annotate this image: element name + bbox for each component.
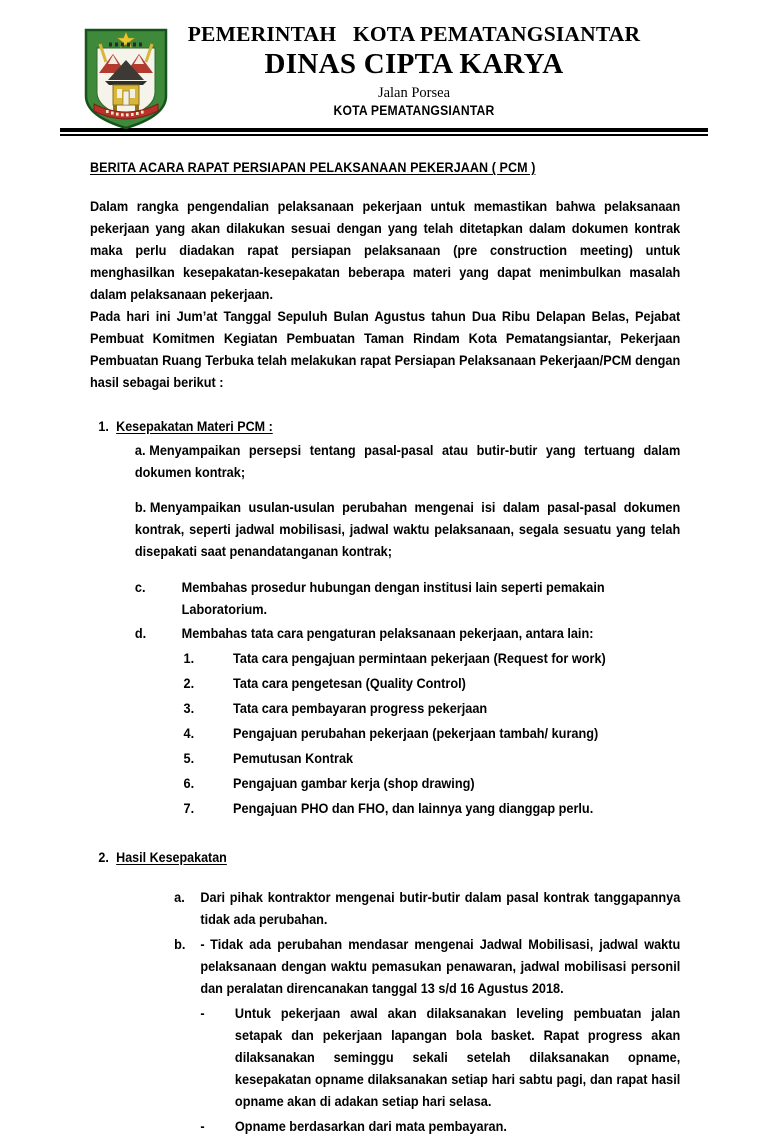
dash-item-2-tag: -	[200, 1118, 205, 1134]
sub-item-6-tag: 6.	[183, 776, 195, 792]
sub-item-3-tag: 3.	[183, 701, 195, 717]
section-1-item-a	[135, 440, 680, 484]
item-d-tag: d.	[134, 625, 147, 641]
department-title: DINAS CIPTA KARYA	[264, 48, 564, 81]
sub-item-1	[184, 648, 681, 670]
item-d-text: Membahas tata cara pengaturan pelaksanaan pekerjaan, antara lain:	[181, 625, 594, 641]
government-title: PEMERINTAH KOTA PEMATANGSIANTAR	[187, 22, 641, 46]
section-2-dash-item-1	[200, 1003, 680, 1113]
item-c-text: Membahas prosedur hubungan dengan institusi lain seperti pemakain Laboratorium.	[181, 579, 605, 617]
para2-segment-1: Pada hari ini	[90, 308, 177, 324]
sub-item-3-text: Tata cara pembayaran progress pekerjaan	[233, 701, 488, 717]
item-a-tag: a.	[134, 442, 146, 458]
sub-item-2-tag: 2.	[183, 676, 195, 692]
para2-segment-3: , Pejabat Pembuat Komitmen Kegiatan	[90, 308, 681, 346]
item-b-tag: b.	[134, 500, 147, 516]
paragraph-intro: Dalam rangka pengendalian pelaksanaan pekerjaan untuk memastikan bahwa pelaksanaan pekerjaan yang akan dilakukan sesuai dengan yang telah ditetapkan dalam dokumen kontrak maka perlu diadakan rapat persiapan pelaksanaan (pre construction meeting) untuk menghasilkan kesepakatan-kesepakatan beberapa materi yang dapat menimbulkan masalah dalam pelaksanaan pekerjaan.	[90, 198, 681, 302]
section-2-heading: Hasil Kesepakatan	[116, 850, 227, 866]
section-2	[90, 847, 680, 869]
sub-item-1-tag: 1.	[183, 651, 195, 666]
paragraph-meeting	[90, 306, 680, 394]
item-b-text: Menyampaikan usulan-usulan perubahan mengenai isi dalam pasal-pasal dokumen kontrak, seperti jadwal mobilisasi, jadwal waktu pelaksanaan, segala sesuatu yang telah disepakati saat penandatanganan kontrak;	[134, 500, 681, 560]
sub-item-5-text: Pemutusan Kontrak	[233, 751, 354, 767]
section-2-dash-item-2	[200, 1116, 680, 1138]
sub-item-2	[184, 673, 681, 695]
result-a-text: Dari pihak kontraktor mengenai butir-butir dalam pasal kontrak tanggapannya tidak ada perubahan.	[200, 889, 681, 927]
sub-item-1-text: Tata cara pengajuan permintaan pekerjaan (Request for work)	[233, 651, 606, 666]
result-b-tag: b.	[174, 936, 186, 952]
sub-item-7-tag: 7.	[183, 801, 195, 817]
sub-item-5-tag: 5.	[183, 751, 195, 767]
item-a-text: Menyampaikan persepsi tentang pasal-pasal atau butir-butir yang tertuang dalam dokumen kontrak;	[134, 442, 681, 480]
para2-bold-date: Jum’at Tanggal Sepuluh Bulan Agustus	[176, 308, 426, 324]
para2-segment-4: telah melakukan rapat Persiapan Pelaksanaan Pekerjaan/PCM dengan hasil sebagai berikut :	[90, 352, 681, 390]
street-address: Jalan Porsea	[377, 84, 451, 101]
section-2-item-a	[174, 887, 680, 931]
section-2-number: 2.	[98, 850, 109, 866]
item-c-tag: c.	[134, 579, 146, 595]
section-1-item-b	[135, 497, 680, 563]
section-1-heading: Kesepakatan Materi PCM :	[116, 418, 273, 434]
sub-item-6-text: Pengajuan gambar kerja (shop drawing)	[233, 776, 475, 792]
section-2-item-b	[174, 934, 680, 1000]
result-b-dash: -	[200, 936, 205, 952]
dash-item-2-text: Opname berdasarkan dari mata pembayaran.	[234, 1118, 507, 1134]
sub-item-7-text: Pengajuan PHO dan FHO, dan lainnya yang dianggap perlu.	[233, 801, 594, 817]
sub-item-7	[184, 798, 681, 820]
sub-item-6	[184, 773, 681, 795]
result-a-tag: a.	[174, 889, 185, 905]
sub-item-5	[184, 748, 681, 770]
dash-item-1-tag: -	[200, 1005, 205, 1021]
sub-item-4-tag: 4.	[183, 726, 195, 742]
para2-bold-project: Pembuatan Taman Rindam Kota Pematangsiantar, Pekerjaan Pembuatan Ruang Terbuka	[90, 330, 681, 368]
sub-item-3	[184, 698, 681, 720]
para2-segment-2: tahun	[425, 308, 472, 324]
sub-item-4-text: Pengajuan perubahan pekerjaan (pekerjaan tambah/ kurang)	[233, 726, 599, 742]
dash-item-1-text: Untuk pekerjaan awal akan dilaksanakan leveling pembuatan jalan setapak dan pekerjaan lapangan bola basket. Rapat progress akan dilaksanakan seminggu sekali setelah dilaksanakan opname, kesepakatan opname dilaksanakan setiap hari sabtu pagi, dan rapat hasil opname akan di adakan setiap hari selasa.	[234, 1005, 681, 1109]
document-title: BERITA ACARA RAPAT PERSIAPAN PELAKSANAAN PEKERJAAN ( PCM )	[90, 160, 536, 176]
sub-item-2-text: Tata cara pengetesan (Quality Control)	[233, 676, 466, 692]
result-b-body: Tidak ada perubahan mendasar mengenai Jadwal Mobilisasi, jadwal waktu pelaksanaan dengan waktu pemasukan penawaran, jadwal mobilisasi personil dan peralatan direncanakan tanggal 13 s/d 16 Agustus 2018.	[200, 936, 681, 996]
document-body	[0, 136, 768, 1138]
sub-item-4	[184, 723, 681, 745]
letterhead	[0, 0, 768, 119]
city-address: KOTA PEMATANGSIANTAR	[333, 102, 495, 118]
result-b-text	[200, 934, 680, 1000]
section-1-number: 1.	[98, 418, 109, 434]
section-1	[90, 416, 680, 438]
para2-bold-year: Dua Ribu Delapan Belas	[471, 308, 626, 324]
section-1-item-c	[135, 577, 680, 621]
section-1-item-d	[135, 623, 680, 645]
